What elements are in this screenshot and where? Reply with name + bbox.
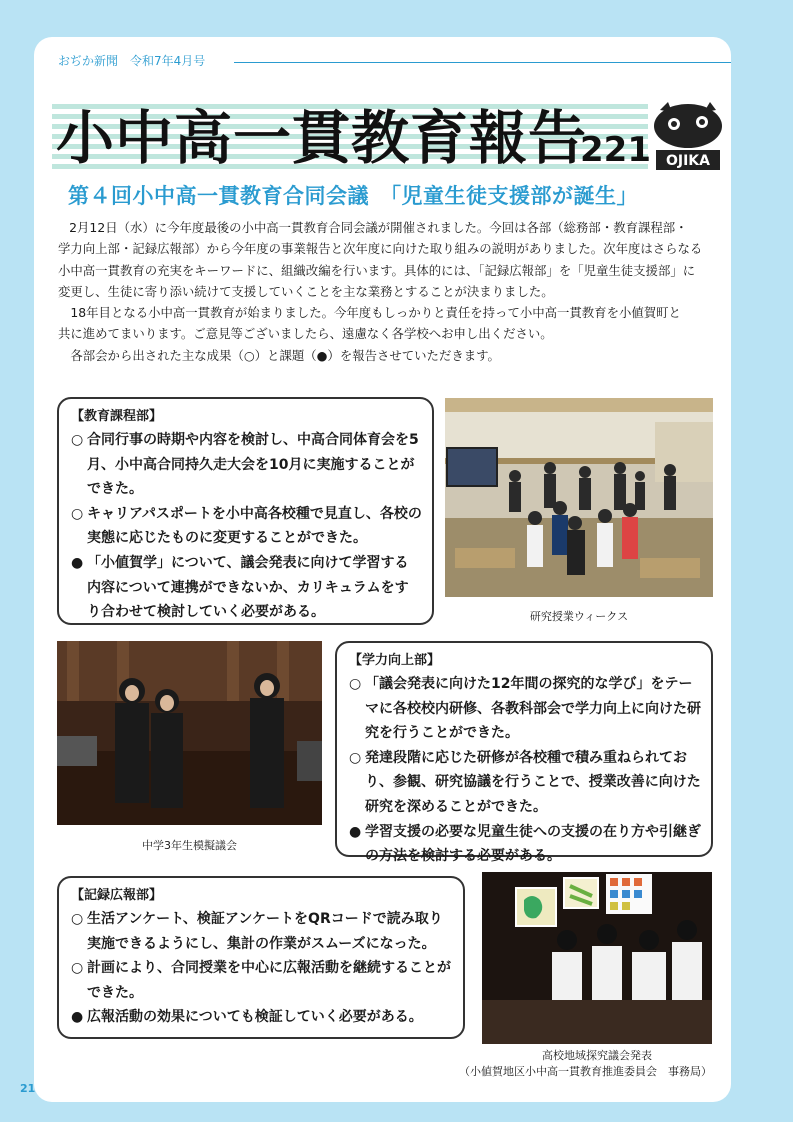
intro-paragraph	[58, 217, 713, 366]
mock-assembly-photo	[57, 641, 322, 825]
newspaper-header: おぢか新聞 令和7年4月号	[58, 54, 206, 68]
article-subtitle: 第４回小中高一貫教育合同会議 「児童生徒支援部が誕生」	[68, 184, 638, 208]
list-item: ● 「小値賀学」について、議会発表に向けて学習する内容について連携ができないか、カリキュラムをすり合わせて検討していく必要がある。	[71, 554, 409, 621]
list-item: ● 学習支援の必要な児童生徒への支援の在り方や引継ぎの方法を検討する必要がある。	[349, 823, 701, 865]
pr-section-box	[57, 876, 465, 1039]
academic-heading: 【学力向上部】	[349, 653, 441, 668]
credit-line: （小値賀地区小中高一貫教育推進委員会 事務局）	[459, 1065, 712, 1078]
list-item: ○ キャリアパスポートを小中高各校種で見直し、各校の実態に応じたものに変更することができた。	[71, 505, 422, 547]
list-item: ● 広報活動の効果についても検証していく必要がある。	[71, 1009, 423, 1026]
header-rule	[234, 62, 731, 63]
logo-lettering: OJIKA	[665, 153, 711, 169]
intro-line: 学力向上部・記録広報部）から今年度の事業報告と次年度に向けた取り組みの説明がありました。次年度はさらなる	[58, 241, 703, 257]
ojika-logo-icon	[650, 100, 726, 174]
list-item: ○ 合同行事の時期や内容を検討し、中高合同体育会を5月、小中高合同持久走大会を10月に実施することができた。	[71, 432, 419, 498]
high-school-caption: 高校地域探究議会発表	[542, 1049, 652, 1062]
curriculum-section-box	[57, 397, 434, 625]
intro-line: 18年目となる小中高一貫教育が始まりました。今年度もしっかりと責任を持って小中高一貫教育を小値賀町と	[70, 305, 681, 321]
list-item: ○ 計画により、合同授業を中心に広報活動を継続することができた。	[71, 960, 451, 1001]
mock-assembly-caption: 中学3年生模擬議会	[142, 839, 237, 852]
intro-line: 共に進めてまいります。ご意見等ございましたら、遠慮なく各学校へお申し出ください。	[58, 326, 553, 342]
academic-section-box	[335, 641, 713, 865]
pr-heading: 【記録広報部】	[71, 888, 163, 903]
classroom-photo-caption: 研究授業ウィークス	[529, 610, 629, 623]
intro-line: 小中高一貫教育の充実をキーワードに、組織改編を行います。具体的には、「記録広報部」を「児童生徒支援部」に	[58, 262, 696, 278]
curriculum-heading: 【教育課程部】	[71, 409, 163, 424]
page-number: 21	[20, 1082, 36, 1095]
list-item: ○ 生活アンケート、検証アンケートをQRコードで読み取り実施できるようにし、集計の作業がスムーズになった。	[71, 911, 443, 952]
classroom-photo	[445, 398, 713, 597]
page-title: 小中高一貫教育報告	[56, 104, 588, 172]
intro-line: 2月12日（水）に今年度最後の小中高一貫教育合同会議が開催されました。今回は各部（総務部・教育課程部・	[69, 220, 688, 235]
intro-line: 各部会から出された主な成果（○）と課題（●）を報告させていただきます。	[70, 347, 500, 363]
issue-number: 221	[580, 130, 651, 170]
intro-line: 変更し、生徒に寄り添い続けて支援していくことを主な業務とすることが決まりました。	[58, 283, 554, 299]
high-school-presentation-photo	[482, 872, 712, 1044]
list-item: ○ 「議会発表に向けた12年間の探究的な学び」をテーマに各校校内研修、各教科部会で学力向上に向けた研究を行うことができた。	[349, 676, 701, 742]
list-item: ○ 発達段階に応じた研修が各校種で積み重ねられており、参観、研究協議を行うことで、授業改善に向けた研究を深めることができた。	[349, 749, 701, 815]
